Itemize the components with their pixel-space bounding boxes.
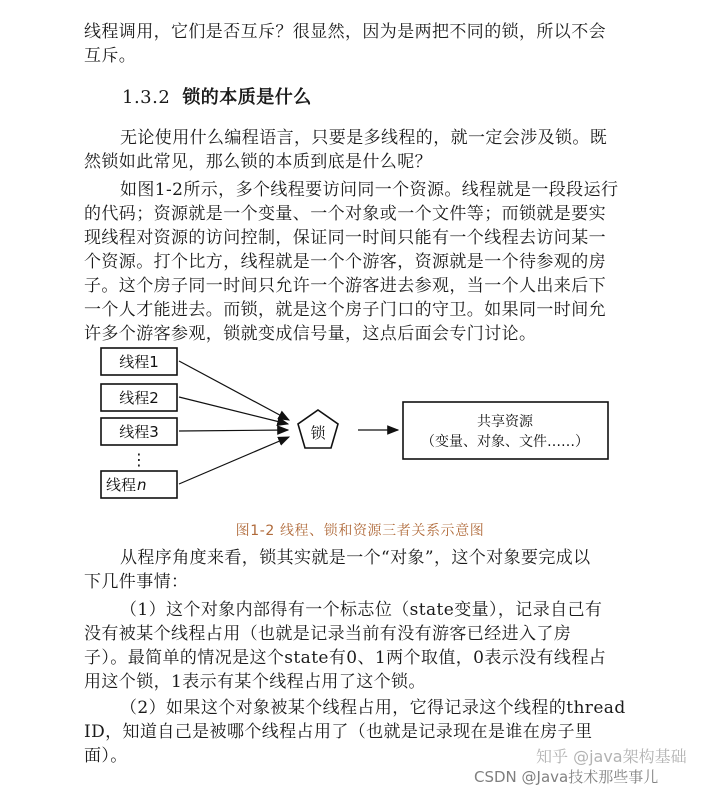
- paragraph-item-1: [84, 622, 644, 694]
- zhihu-watermark: 知乎 @java架构基础: [536, 747, 687, 766]
- text-line: ID，知道自己是被哪个线程占用了（也就是记录现在是谁在房子里: [84, 722, 593, 742]
- text-line: 许多个游客参观，锁就变成信号量，这点后面会专门讨论。: [84, 324, 537, 344]
- paragraph-program-view: [84, 570, 644, 594]
- thread-label-var: n: [137, 476, 147, 494]
- csdn-watermark: CSDN @Java技术那些事儿: [474, 768, 659, 786]
- thread-label: 线程1: [119, 353, 159, 371]
- text-line: 用这个锁，1表示有某个线程占用了这个锁。: [84, 672, 426, 692]
- section-heading: [122, 86, 312, 110]
- text-line: （1）这个对象内部得有一个标志位（state变量），记录自己有: [120, 600, 603, 620]
- text-line: 个资源。打个比方，线程就是一个个游客，资源就是一个待参观的房: [84, 252, 606, 272]
- paragraph-figure-desc: [84, 202, 644, 346]
- paragraph-item-2-first: [120, 696, 680, 720]
- text-line: 线程调用，它们是否互斥？很显然，因为是两把不同的锁，所以不会: [84, 22, 606, 42]
- text-line: 互斥。: [84, 46, 137, 66]
- thread-box-n: [101, 471, 177, 498]
- thread-box-1: [101, 348, 177, 375]
- text-line: 子）。最简单的情况是这个state有0、1两个取值，0表示没有线程占: [84, 648, 607, 668]
- resource-subtitle: （变量、对象、文件……）: [421, 434, 589, 450]
- paragraph-item-1-first: [120, 598, 680, 622]
- section-number: 1.3.2: [122, 87, 171, 108]
- text-line: 如图1-2所示，多个线程要访问同一个资源。线程就是一段段运行: [120, 180, 619, 200]
- text-line: 从程序角度来看，锁其实就是一个“对象”，这个对象要完成以: [120, 548, 591, 568]
- thread-label-prefix: 线程: [105, 476, 136, 494]
- thread-label: 线程3: [119, 423, 159, 441]
- thread-label: 线程2: [119, 389, 159, 407]
- text-line: 现线程对资源的访问控制，保证同一时间只能有一个线程去访问某一: [84, 228, 606, 248]
- text-line: 无论使用什么编程语言，只要是多线程的，就一定会涉及锁。既: [120, 128, 608, 148]
- text-line: 面）。: [84, 746, 128, 766]
- section-title: 锁的本质是什么: [182, 87, 312, 108]
- text-line: 的代码；资源就是一个变量、一个对象或一个文件等；而锁就是要实: [84, 204, 606, 224]
- lock-pentagon: [298, 410, 338, 448]
- thread-box-2: [101, 384, 177, 411]
- shared-resource-box: [403, 402, 608, 459]
- lock-label: 锁: [310, 424, 326, 442]
- text-line: 一个人才能进去。而锁，就是这个房子门口的守卫。如果同一时间允: [84, 300, 606, 320]
- resource-title: 共享资源: [477, 414, 533, 430]
- thread-lock-resource-diagram: [0, 340, 720, 515]
- arrow-thread3-to-lock: [179, 430, 288, 431]
- ellipsis-vertical: ⋮: [131, 450, 147, 469]
- text-line: 没有被某个线程占用（也就是记录当前有没有游客已经进入了房: [84, 624, 572, 644]
- thread-box-3: [101, 418, 177, 445]
- paragraph-lock-essence-cont: [84, 150, 644, 174]
- paragraph-program-view-first: [120, 546, 680, 570]
- paragraph-figure-desc-first: [120, 178, 680, 202]
- intro-paragraph: [84, 20, 644, 68]
- text-line: （2）如果这个对象被某个线程占用，它得记录这个线程的thread: [120, 698, 626, 718]
- text-line: 子。这个房子同一时间只允许一个游客进去参观，当一个人出来后下: [84, 276, 606, 296]
- text-line: 下几件事情：: [84, 572, 189, 592]
- text-line: 然锁如此常见，那么锁的本质到底是什么呢？: [84, 152, 432, 172]
- arrow-threadn-to-lock: [179, 437, 289, 484]
- paragraph-lock-essence: [120, 126, 644, 150]
- figure-caption: 图1-2 线程、锁和资源三者关系示意图: [235, 523, 485, 539]
